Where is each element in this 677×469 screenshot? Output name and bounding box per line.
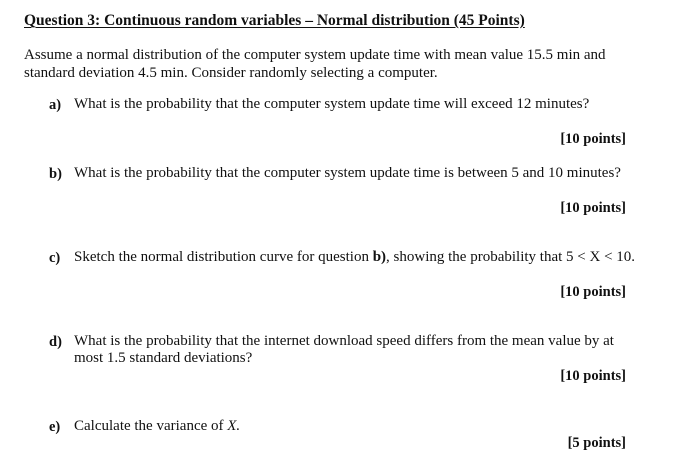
question-c-text xyxy=(74,249,635,266)
question-c-text-pre: Sketch the normal distribution curve for question xyxy=(74,249,373,265)
question-a-points: [10 points] xyxy=(560,131,626,147)
question-d-text-line-2: most 1.5 standard deviations? xyxy=(74,350,253,366)
question-e-label: e) xyxy=(49,419,61,435)
question-c-points: [10 points] xyxy=(560,284,626,300)
question-a-label: a) xyxy=(49,97,62,113)
question-a-text: What is the probability that the computer system update time will exceed 12 minutes? xyxy=(74,96,590,112)
question-c-label: c) xyxy=(49,250,61,266)
question-title: Question 3: Continuous random variables – Normal distribution (45 Points) xyxy=(24,12,525,29)
question-b-label: b) xyxy=(49,166,62,182)
question-c-text-bold: b) xyxy=(372,249,387,265)
intro-line-1: Assume a normal distribution of the computer system update time with mean value 15.5 min and xyxy=(24,47,606,63)
question-d-text-line-1: What is the probability that the internet download speed differs from the mean value by at xyxy=(74,333,614,349)
question-b-text: What is the probability that the computer system update time is between 5 and 10 minutes? xyxy=(74,165,621,181)
question-d-label: d) xyxy=(49,334,62,350)
question-e-text xyxy=(74,418,240,435)
question-c-text-post: , showing the probability that 5 < X < 10. xyxy=(386,249,636,265)
question-e-text-pre: Calculate the variance of xyxy=(74,418,228,434)
question-d-points: [10 points] xyxy=(560,368,626,384)
question-b-points: [10 points] xyxy=(560,200,626,216)
question-e-points: [5 points] xyxy=(567,435,626,451)
intro-line-2: standard deviation 4.5 min. Consider randomly selecting a computer. xyxy=(24,65,438,81)
question-e-variable: X. xyxy=(227,418,241,434)
